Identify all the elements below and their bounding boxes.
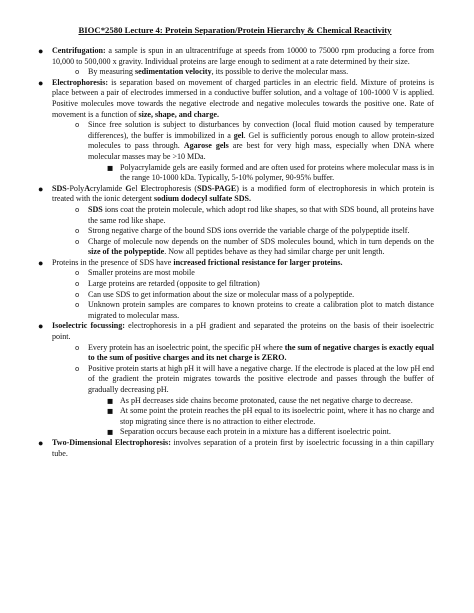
text-run: lectrophoresis ( bbox=[146, 183, 198, 193]
bullet-marker: ■ bbox=[107, 163, 114, 172]
bold-text-run: G bbox=[125, 183, 132, 193]
list-item bbox=[36, 321, 434, 438]
bullet-list-level-2 bbox=[74, 343, 434, 438]
list-item-text bbox=[52, 258, 342, 267]
document-body bbox=[36, 46, 434, 459]
text-run: Proteins in the presence of SDS have bbox=[52, 257, 174, 267]
list-item bbox=[74, 279, 434, 290]
bold-text-run: gel bbox=[233, 130, 244, 140]
list-item bbox=[74, 237, 434, 258]
list-item bbox=[74, 120, 434, 184]
bullet-marker: ● bbox=[38, 257, 44, 268]
text-run: Separation occurs because each protein in a mixture has a different isoelectric point. bbox=[120, 427, 391, 437]
bold-text-run: increased frictional resistance for larger proteins. bbox=[173, 257, 343, 267]
bullet-marker: o bbox=[75, 280, 80, 289]
bullet-list-level-2 bbox=[74, 120, 434, 184]
list-item bbox=[36, 184, 434, 258]
text-run: -Poly bbox=[66, 183, 85, 193]
list-item-text bbox=[120, 427, 391, 436]
list-item bbox=[106, 396, 434, 407]
bold-text-run: sedimentation velocity bbox=[134, 67, 212, 77]
text-run: Every protein has an isoelectric point, the specific pH where bbox=[88, 342, 285, 352]
list-item-text bbox=[52, 321, 434, 341]
list-item-text bbox=[88, 268, 195, 277]
list-item-text bbox=[88, 279, 260, 288]
bold-text-run: Centrifugation: bbox=[52, 46, 106, 55]
bullet-list-level-2 bbox=[74, 205, 434, 258]
list-item-text bbox=[52, 46, 434, 66]
text-run: Positive protein starts at high pH it will have a negative charge. If the electrode is placed at the low pH end of the gradient the protein migrates towards the positive electrode and passes through the buffer of gradually decreasing pH. bbox=[88, 363, 434, 394]
list-item-text bbox=[88, 343, 434, 363]
list-item-text bbox=[52, 78, 434, 119]
list-item bbox=[36, 46, 434, 78]
bullet-marker: ■ bbox=[107, 396, 114, 405]
bold-text-run: SDS bbox=[88, 204, 103, 214]
list-item bbox=[106, 427, 434, 438]
bullet-list-level-3 bbox=[106, 396, 434, 438]
text-run: Polyacrylamide gels are easily formed and are often used for proteins where molecular mass is in the range 10-1000 kDa. Typically, 5-10% polymer, 90-95% buffer. bbox=[120, 162, 434, 183]
bold-text-run: A bbox=[84, 183, 91, 193]
text-run: Large proteins are retarded (opposite to gel filtration) bbox=[88, 279, 260, 289]
bullet-list-level-3 bbox=[106, 163, 434, 184]
bullet-marker: o bbox=[75, 205, 80, 214]
text-run: electrophoresis in a pH gradient and separated the proteins on the basis of their isoelectric point. bbox=[52, 321, 434, 342]
bullet-marker: o bbox=[75, 121, 80, 130]
list-item bbox=[74, 226, 434, 237]
text-run: . Gel is sufficiently porous enough to allow protein-sized molecules to pass through. bbox=[88, 130, 434, 151]
text-run: At some point the protein reaches the pH equal to its isoelectric point, where it has no charge and stop migrating since there is no attraction to either electrode. bbox=[120, 406, 434, 426]
list-item-text bbox=[52, 184, 434, 204]
bullet-marker: ● bbox=[38, 183, 44, 194]
list-item-text bbox=[88, 300, 434, 320]
bold-text-run: SDS bbox=[52, 183, 67, 193]
bullet-marker: o bbox=[75, 227, 80, 236]
list-item-text bbox=[120, 406, 434, 426]
list-item-text bbox=[88, 364, 434, 394]
text-run: Since free solution is subject to disturbances by convection (local fluid motion caused by temperature differences), the buffer is immobilized in a bbox=[88, 120, 434, 140]
text-run: Can use SDS to get information about the size or molecular mass of a polypeptide. bbox=[88, 289, 355, 299]
list-item-text bbox=[88, 226, 410, 235]
text-run: . Now all peptides behave as they had similar charge per unit length. bbox=[164, 247, 385, 257]
bullet-marker: o bbox=[75, 269, 80, 278]
list-item bbox=[36, 78, 434, 184]
text-run: ions coat the protein molecule, which adopt rod like shapes, so that with SDS bound, all proteins have the same rod like shape. bbox=[88, 204, 434, 225]
list-item-text bbox=[120, 163, 434, 183]
text-run: Smaller proteins are most mobile bbox=[88, 268, 195, 278]
list-item bbox=[74, 67, 434, 78]
bullet-marker: o bbox=[75, 237, 80, 246]
bold-text-run: Agarose gels bbox=[183, 141, 229, 151]
bullet-marker: ● bbox=[38, 321, 44, 332]
text-run: Unknown protein samples are compares to known proteins to create a calibration plot to match distance migrated to molecular mass. bbox=[88, 300, 434, 320]
list-item bbox=[74, 343, 434, 364]
list-item bbox=[106, 406, 434, 427]
bold-text-run: size of the polypeptide bbox=[88, 247, 165, 257]
bold-text-run: Two-Dimensional Electrophoresis: bbox=[52, 437, 171, 447]
text-run: are best for very high mass, especially when DNA where molecular masses may be >10 MDa. bbox=[88, 141, 434, 161]
list-item bbox=[74, 205, 434, 226]
bold-text-run: size, shape, and charge. bbox=[138, 109, 219, 119]
list-item-text bbox=[88, 67, 348, 76]
bullet-marker: o bbox=[75, 364, 80, 373]
list-item-text bbox=[88, 205, 434, 225]
list-item-text bbox=[88, 120, 434, 161]
bold-text-run: SDS-PAGE bbox=[197, 183, 237, 193]
list-item bbox=[74, 300, 434, 321]
bullet-list-level-1 bbox=[36, 46, 434, 459]
text-run: is separation based on movement of charged particles in an electric field. Mixture of proteins is place between a pair of electrodes immersed in a conductive buffer solution, and a voltage of 100-1000 V is applied. Positive molecules move towards the negative electrode and negative molecules towards the positive one. Rate of movement is a function of bbox=[52, 77, 434, 119]
list-item bbox=[36, 438, 434, 459]
bullet-marker: o bbox=[75, 301, 80, 310]
bullet-marker: ■ bbox=[107, 428, 114, 437]
bullet-marker: ● bbox=[38, 77, 44, 88]
bullet-marker: o bbox=[75, 68, 80, 77]
bullet-marker: o bbox=[75, 343, 80, 352]
bold-text-run: the sum of negative charges is exactly equal to the sum of positive charges and its net charge is ZERO. bbox=[88, 342, 435, 363]
bold-text-run: E bbox=[140, 183, 147, 193]
text-run: involves separation of a protein first by isoelectric focussing in a thin capillary tube. bbox=[52, 437, 434, 458]
bullet-marker: ■ bbox=[107, 407, 114, 416]
page-title: BIOC*2580 Lecture 4: Protein Separation/Protein Hierarchy & Chemical Reactivity bbox=[78, 25, 392, 35]
list-item-text bbox=[120, 396, 413, 405]
list-item-text bbox=[52, 438, 434, 458]
text-run: Strong negative charge of the bound SDS ions override the variable charge of the polypeptide itself. bbox=[88, 226, 410, 236]
bullet-marker: ● bbox=[38, 437, 44, 448]
text-run: , its possible to derive the molecular mass. bbox=[211, 67, 349, 77]
text-run: By measuring bbox=[88, 67, 135, 77]
list-item-text bbox=[88, 237, 434, 257]
bold-text-run: Electrophoresis: bbox=[52, 77, 109, 87]
text-run: crylamide bbox=[90, 183, 126, 193]
list-item bbox=[36, 258, 434, 322]
text-run: As pH decreases side chains become protonated, cause the net negative charge to decrease. bbox=[120, 395, 413, 405]
bullet-list-level-2 bbox=[74, 268, 434, 321]
list-item bbox=[74, 290, 434, 301]
list-item-text bbox=[88, 290, 354, 299]
bold-text-run: Isoelectric focussing: bbox=[52, 321, 125, 331]
bullet-marker: o bbox=[75, 290, 80, 299]
bullet-list-level-2 bbox=[74, 67, 434, 78]
list-item bbox=[74, 268, 434, 279]
list-item bbox=[74, 364, 434, 438]
text-run: el bbox=[131, 183, 141, 193]
bullet-marker: ● bbox=[38, 46, 44, 56]
list-item bbox=[106, 163, 434, 184]
text-run: ) is a modified form of electrophoresis in which protein is treated with the ionic detergent bbox=[52, 183, 434, 204]
text-run: a sample is spun in an ultracentrifuge at speeds from 10000 to 75000 rpm producing a force from 10,000 to 500,000 x gravity. Individual proteins are large enough to sediment at a rate determined by their size. bbox=[52, 46, 434, 66]
text-run: Charge of molecule now depends on the number of SDS molecules bound, which in turn depends on the bbox=[88, 236, 434, 246]
bold-text-run: sodium dodecyl sulfate SDS. bbox=[153, 194, 251, 204]
